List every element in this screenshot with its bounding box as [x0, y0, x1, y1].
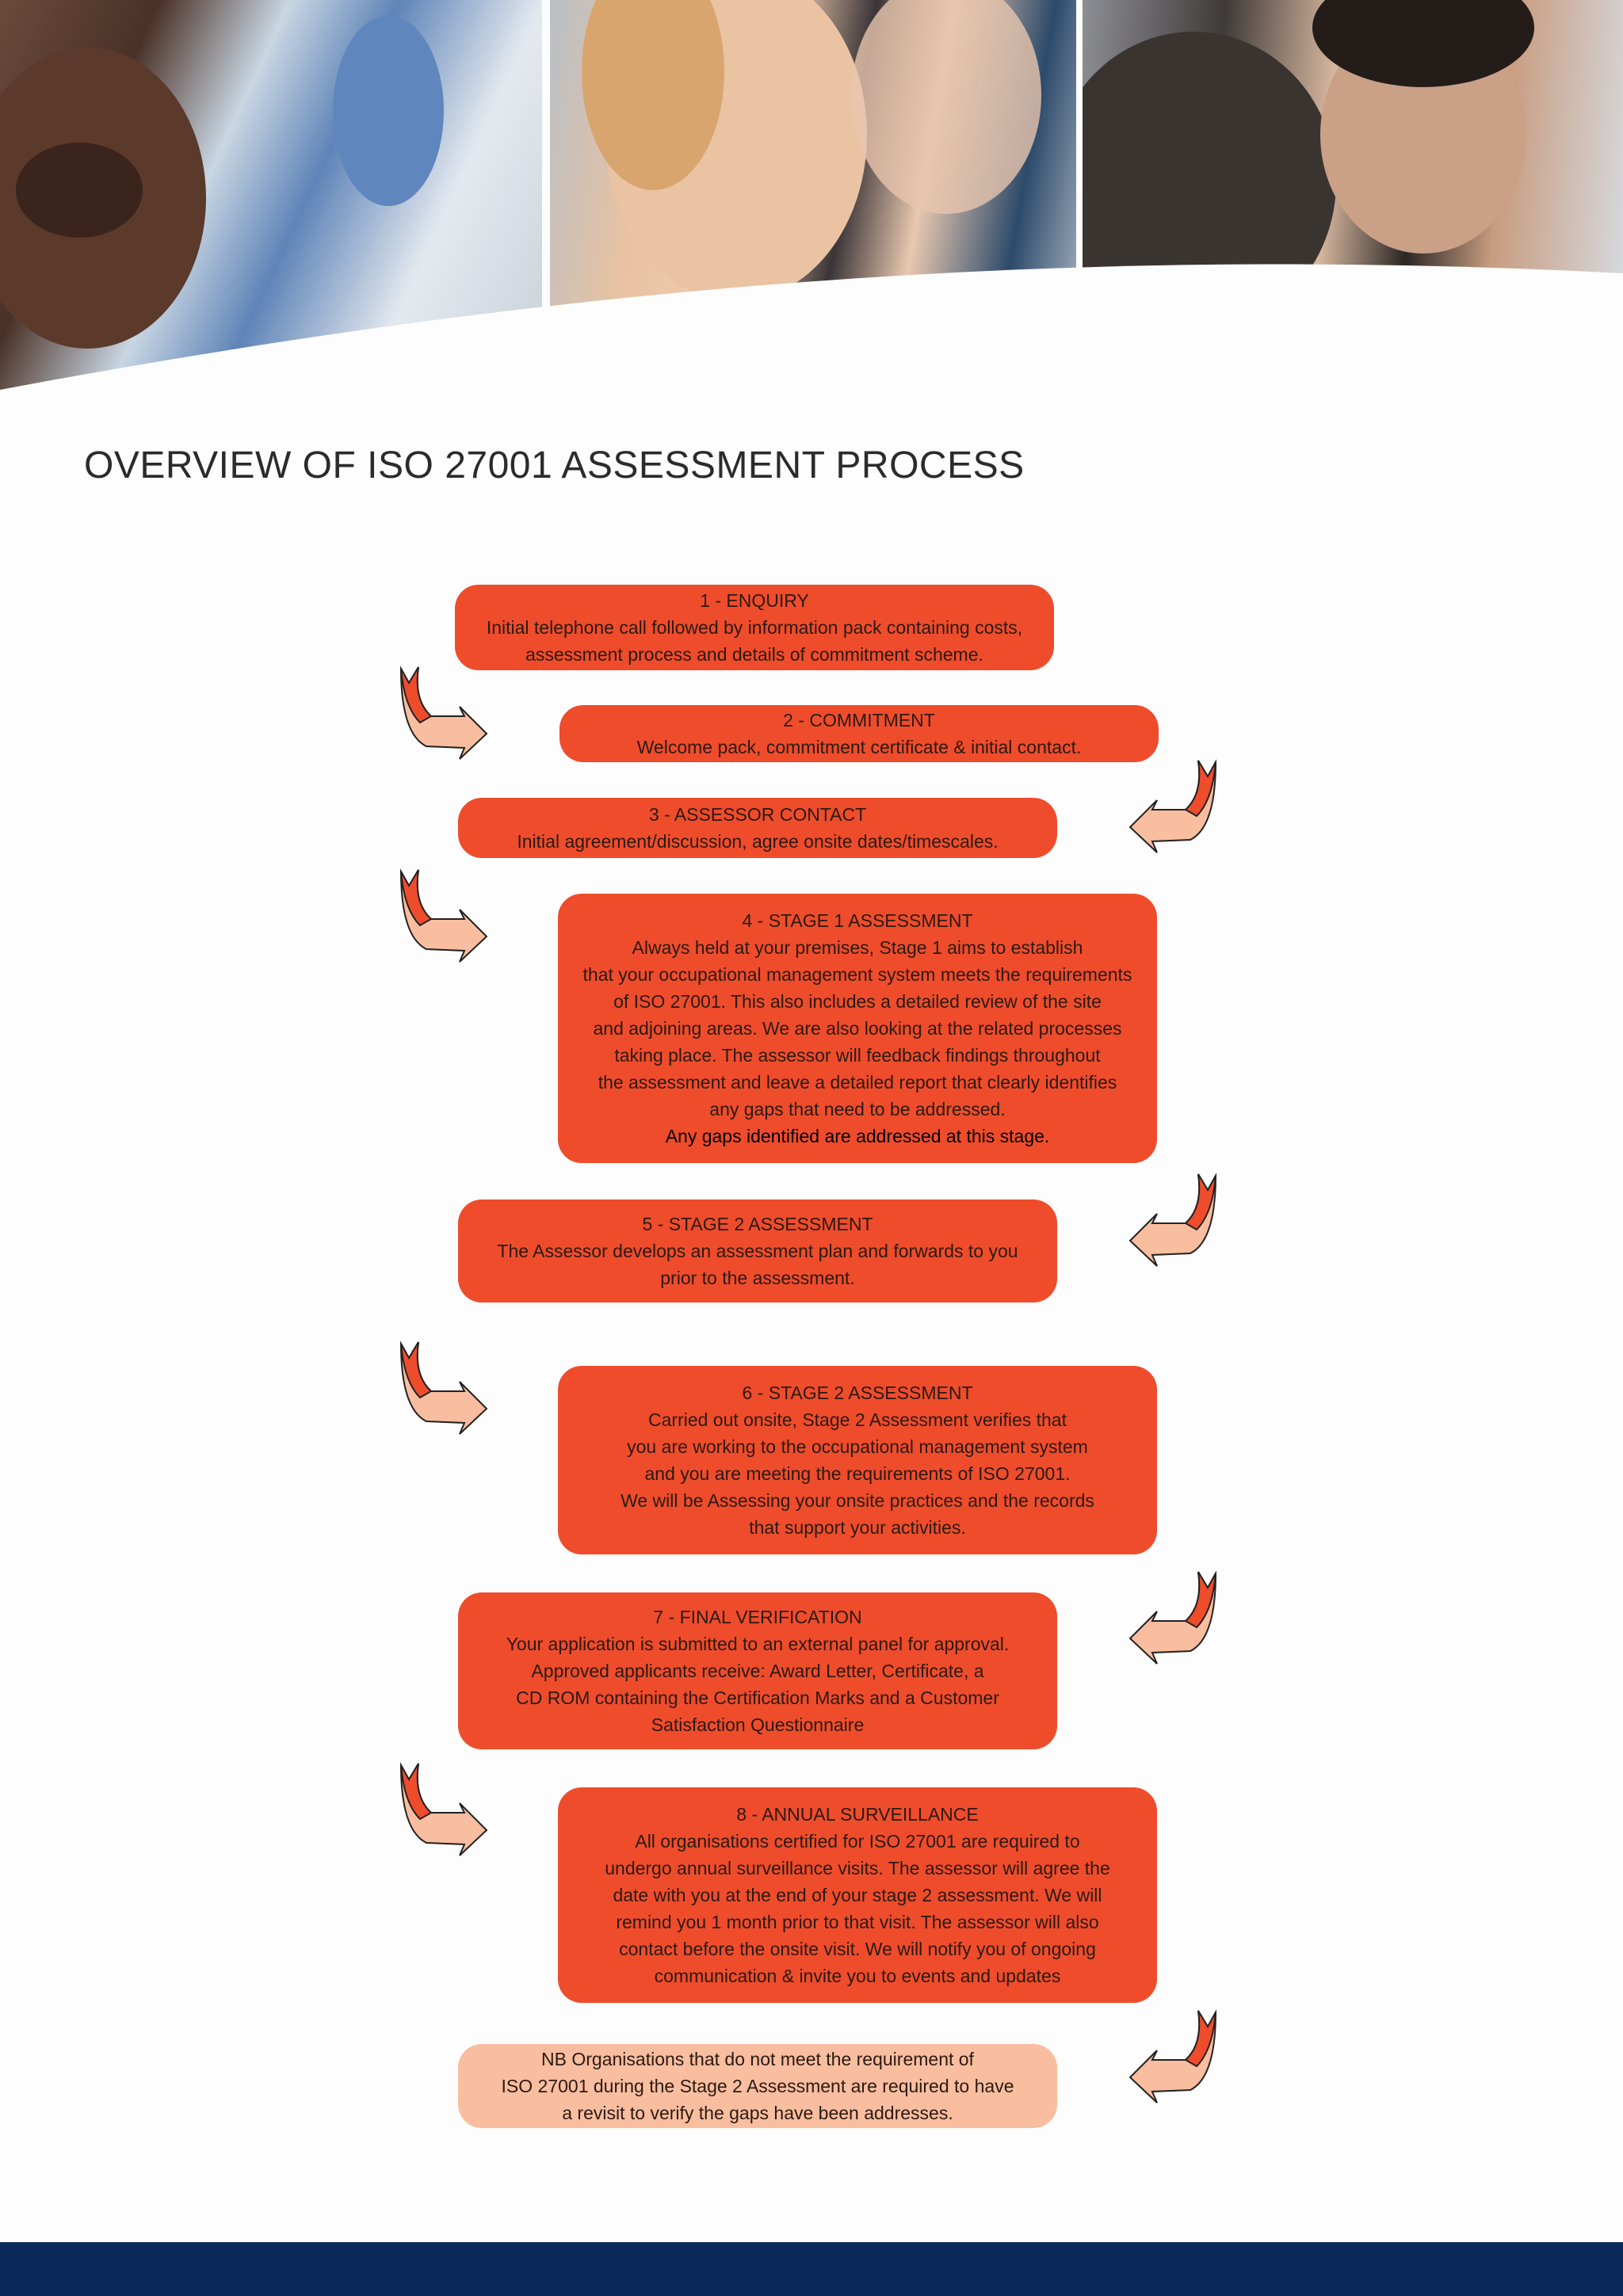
revisit-note	[458, 2044, 1057, 2128]
curved-arrow-right-icon	[393, 659, 504, 770]
step-stage-2-assessment-onsite	[558, 1366, 1157, 1554]
curved-arrow-right-icon	[393, 1756, 504, 1867]
step-title: 8 - ANNUAL SURVEILLANCE	[736, 1804, 979, 1825]
step-title: 4 - STAGE 1 ASSESSMENT	[742, 910, 973, 931]
banner-wave	[0, 0, 1623, 396]
step-enquiry	[455, 585, 1054, 670]
step-annual-surveillance	[558, 1787, 1157, 2003]
step-title: 6 - STAGE 2 ASSESSMENT	[742, 1383, 973, 1403]
curved-arrow-left-icon	[1113, 1168, 1224, 1279]
step-description: All organisations certified for ISO 27001 are required to undergo annual surveillance visits. The assessor will agree the date with you at the end of your stage 2 assessment. We will remind you 1 month prior to that visit. The assessor will also contact before the onsite visit. We will notify you of ongoing communication & invite you to events and updates	[605, 1831, 1110, 1986]
step-stage-2-assessment-plan	[458, 1199, 1057, 1302]
page-title: OVERVIEW OF ISO 27001 ASSESSMENT PROCESS	[84, 444, 1025, 486]
step-description: Carried out onsite, Stage 2 Assessment verifies that you are working to the occupational management system and you are meeting the requirements of ISO 27001. We will be Assessing your onsite practices and the records that support your activities.	[621, 1409, 1094, 1538]
step-assessor-contact	[458, 798, 1057, 858]
step-commitment	[559, 705, 1159, 762]
step-title: 5 - STAGE 2 ASSESSMENT	[642, 1214, 873, 1234]
step-description: Initial agreement/discussion, agree onsite dates/timescales.	[517, 831, 999, 852]
step-title: 7 - FINAL VERIFICATION	[653, 1607, 862, 1627]
photo-banner	[0, 0, 1623, 396]
step-stage-1-assessment	[558, 894, 1157, 1163]
step-final-verification	[458, 1592, 1057, 1749]
step-title: 2 - COMMITMENT	[783, 710, 935, 730]
step-description: Your application is submitted to an external panel for approval. Approved applicants receive: Award Letter, Certificate, a CD ROM containing the Certification Marks and a Customer Satisfaction Questionnaire	[506, 1634, 1010, 1735]
curved-arrow-left-icon	[1113, 1566, 1224, 1676]
step-title: 1 - ENQUIRY	[700, 590, 809, 611]
step-description: Welcome pack, commitment certificate & initial contact.	[636, 737, 1082, 757]
step-description: Always held at your premises, Stage 1 aims to establish that your occupational management system meets the requirements of ISO 27001. This also includes a detailed review of the site and adjoining areas. We are also looking at the related processes taking place. The assessor will feedback findings throughout the assessment and leave a detailed report that clearly identifies any gaps that need to be addressed.	[582, 937, 1132, 1119]
step-note: Any gaps identified are addressed at this stage.	[665, 1126, 1050, 1146]
curved-arrow-left-icon	[1113, 2004, 1224, 2115]
step-description: Initial telephone call followed by information pack containing costs, assessment process and details of commitment scheme.	[486, 617, 1023, 665]
curved-arrow-right-icon	[393, 1334, 504, 1445]
curved-arrow-right-icon	[393, 862, 504, 973]
step-description: The Assessor develops an assessment plan and forwards to you prior to the assessment.	[497, 1241, 1018, 1288]
step-title: 3 - ASSESSOR CONTACT	[648, 804, 867, 825]
note-text: NB Organisations that do not meet the requirement of ISO 27001 during the Stage 2 Assessment are required to have a revisit to verify the gaps have been addresses.	[501, 2049, 1014, 2123]
footer-bar	[0, 2242, 1623, 2296]
curved-arrow-left-icon	[1113, 754, 1224, 865]
